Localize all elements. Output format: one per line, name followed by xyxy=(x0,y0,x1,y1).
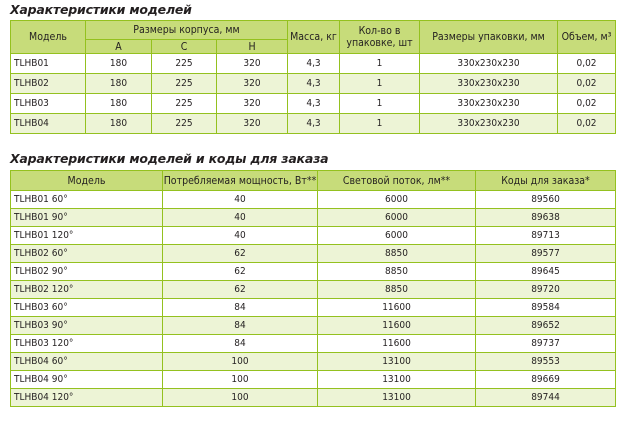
cell-power: 62 xyxy=(163,263,318,281)
cell-model: TLHB02 120° xyxy=(11,281,163,299)
cell-power: 40 xyxy=(163,209,318,227)
cell-flux: 13100 xyxy=(318,353,476,371)
cell-pack: 330x230x230 xyxy=(420,94,558,114)
table-row xyxy=(11,54,616,74)
cell-power: 40 xyxy=(163,191,318,209)
cell-model: TLHB04 90° xyxy=(11,371,163,389)
cell-model: TLHB02 60° xyxy=(11,245,163,263)
cell-power: 40 xyxy=(163,227,318,245)
cell-flux: 11600 xyxy=(318,335,476,353)
header-dim-h: H xyxy=(217,40,288,54)
table-row xyxy=(11,74,616,94)
cell-model: TLHB04 60° xyxy=(11,353,163,371)
header-model: Модель xyxy=(11,171,163,191)
cell-code: 89584 xyxy=(476,299,616,317)
cell-model: TLHB02 90° xyxy=(11,263,163,281)
table-row xyxy=(11,209,616,227)
cell-flux: 6000 xyxy=(318,191,476,209)
header-volume: Объем, м³ xyxy=(558,21,616,54)
cell-flux: 13100 xyxy=(318,371,476,389)
cell-qty: 1 xyxy=(340,74,420,94)
cell-volume: 0,02 xyxy=(558,54,616,74)
cell-model: TLHB03 xyxy=(11,94,86,114)
cell-qty: 1 xyxy=(340,114,420,134)
codes-table-title: Характеристики моделей и коды для заказа xyxy=(10,151,329,166)
cell-qty: 1 xyxy=(340,94,420,114)
cell-code: 89744 xyxy=(476,389,616,407)
cell-dim-c: 225 xyxy=(152,74,217,94)
codes-table xyxy=(10,170,616,407)
cell-code: 89553 xyxy=(476,353,616,371)
cell-dim-c: 225 xyxy=(152,114,217,134)
models-table-title: Характеристики моделей xyxy=(10,2,192,17)
cell-volume: 0,02 xyxy=(558,74,616,94)
header-mass: Масса, кг xyxy=(288,21,340,54)
cell-model: TLHB03 90° xyxy=(11,317,163,335)
table-row xyxy=(11,353,616,371)
cell-power: 62 xyxy=(163,245,318,263)
cell-model: TLHB02 xyxy=(11,74,86,94)
cell-flux: 8850 xyxy=(318,281,476,299)
header-flux: Световой поток, лм** xyxy=(318,171,476,191)
cell-model: TLHB04 xyxy=(11,114,86,134)
header-dimensions: Размеры корпуса, мм xyxy=(86,21,288,40)
cell-mass: 4,3 xyxy=(288,114,340,134)
table-row xyxy=(11,245,616,263)
cell-volume: 0,02 xyxy=(558,94,616,114)
cell-volume: 0,02 xyxy=(558,114,616,134)
cell-code: 89652 xyxy=(476,317,616,335)
header-model: Модель xyxy=(11,21,86,54)
cell-flux: 11600 xyxy=(318,299,476,317)
cell-dim-c: 225 xyxy=(152,54,217,74)
header-package-qty: Кол-во в упаковке, шт xyxy=(340,21,420,54)
header-dim-c: C xyxy=(152,40,217,54)
cell-power: 84 xyxy=(163,317,318,335)
table-row xyxy=(11,389,616,407)
cell-dim-a: 180 xyxy=(86,114,152,134)
header-dim-a: A xyxy=(86,40,152,54)
table-row xyxy=(11,317,616,335)
cell-pack: 330x230x230 xyxy=(420,54,558,74)
cell-mass: 4,3 xyxy=(288,54,340,74)
cell-code: 89669 xyxy=(476,371,616,389)
cell-code: 89713 xyxy=(476,227,616,245)
cell-power: 100 xyxy=(163,389,318,407)
cell-flux: 8850 xyxy=(318,263,476,281)
cell-model: TLHB01 120° xyxy=(11,227,163,245)
header-code: Коды для заказа* xyxy=(476,171,616,191)
cell-dim-a: 180 xyxy=(86,54,152,74)
header-package-size: Размеры упаковки, мм xyxy=(420,21,558,54)
cell-flux: 11600 xyxy=(318,317,476,335)
cell-power: 84 xyxy=(163,335,318,353)
cell-code: 89577 xyxy=(476,245,616,263)
cell-model: TLHB03 120° xyxy=(11,335,163,353)
table-row xyxy=(11,299,616,317)
cell-model: TLHB01 60° xyxy=(11,191,163,209)
cell-qty: 1 xyxy=(340,54,420,74)
cell-dim-h: 320 xyxy=(217,94,288,114)
models-table xyxy=(10,20,616,134)
cell-code: 89560 xyxy=(476,191,616,209)
cell-power: 84 xyxy=(163,299,318,317)
cell-flux: 6000 xyxy=(318,209,476,227)
table-row xyxy=(11,263,616,281)
cell-code: 89638 xyxy=(476,209,616,227)
cell-flux: 8850 xyxy=(318,245,476,263)
cell-flux: 6000 xyxy=(318,227,476,245)
cell-dim-h: 320 xyxy=(217,114,288,134)
table-row xyxy=(11,227,616,245)
cell-code: 89720 xyxy=(476,281,616,299)
cell-pack: 330x230x230 xyxy=(420,74,558,94)
cell-dim-a: 180 xyxy=(86,74,152,94)
cell-mass: 4,3 xyxy=(288,74,340,94)
cell-model: TLHB03 60° xyxy=(11,299,163,317)
cell-dim-h: 320 xyxy=(217,54,288,74)
table-row xyxy=(11,191,616,209)
cell-model: TLHB01 90° xyxy=(11,209,163,227)
cell-flux: 13100 xyxy=(318,389,476,407)
cell-mass: 4,3 xyxy=(288,94,340,114)
cell-model: TLHB01 xyxy=(11,54,86,74)
cell-dim-h: 320 xyxy=(217,74,288,94)
table-row xyxy=(11,114,616,134)
header-power: Потребляемая мощность, Вт** xyxy=(163,171,318,191)
table-row xyxy=(11,281,616,299)
cell-code: 89737 xyxy=(476,335,616,353)
cell-pack: 330x230x230 xyxy=(420,114,558,134)
cell-dim-c: 225 xyxy=(152,94,217,114)
table-row xyxy=(11,335,616,353)
cell-model: TLHB04 120° xyxy=(11,389,163,407)
cell-dim-a: 180 xyxy=(86,94,152,114)
table-row xyxy=(11,371,616,389)
table-row xyxy=(11,94,616,114)
cell-power: 62 xyxy=(163,281,318,299)
cell-power: 100 xyxy=(163,353,318,371)
cell-code: 89645 xyxy=(476,263,616,281)
cell-power: 100 xyxy=(163,371,318,389)
